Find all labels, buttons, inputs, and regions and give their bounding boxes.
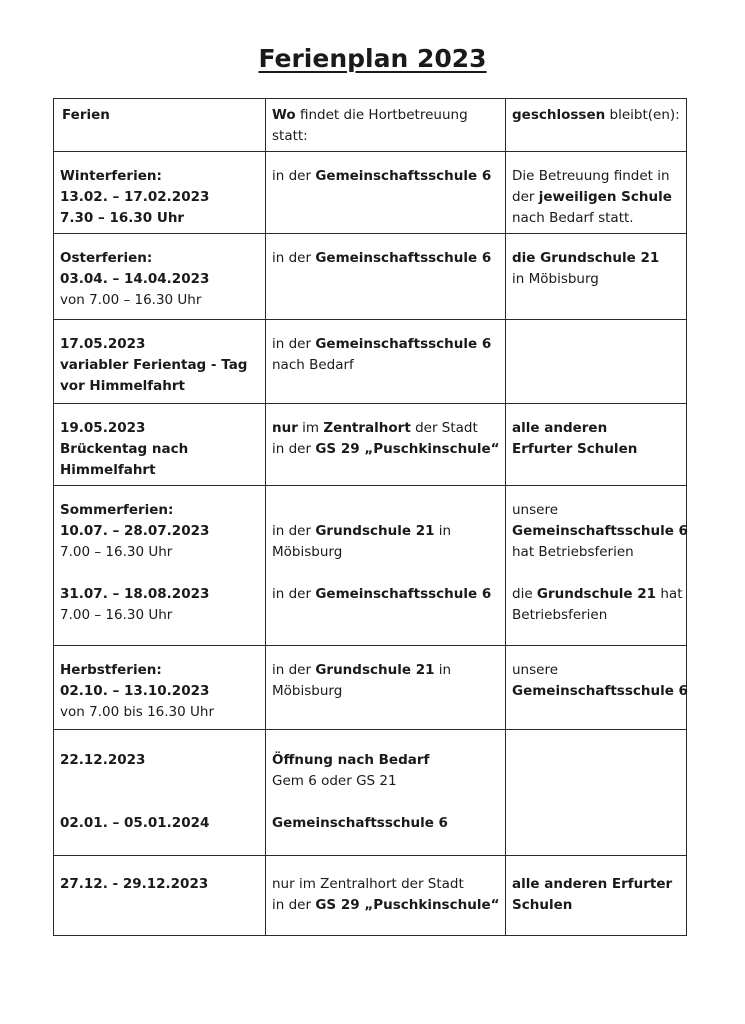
row5-c1-l5: 7.00 – 16.30 Uhr [60, 607, 173, 623]
row7-c2-l2: Gem 6 oder GS 21 [272, 773, 397, 789]
header-wo-line2: statt: [272, 128, 308, 144]
row3-c1-l3: vor Himmelfahrt [60, 378, 185, 394]
header-wo-bold: Wo [272, 107, 296, 123]
row6-c2-pre: in der [272, 662, 316, 678]
row2-ferien [54, 234, 266, 320]
row4-c1-l3: Himmelfahrt [60, 462, 156, 478]
row5-c1-l3: 7.00 – 16.30 Uhr [60, 544, 173, 560]
row5-c3a-l3: hat Betriebsferien [512, 544, 634, 560]
row3-c1-l2: variabler Ferientag - Tag [60, 357, 248, 373]
row2-c2-bold: Gemeinschaftsschule 6 [315, 250, 492, 266]
table-row [54, 856, 687, 936]
row6-ferien [54, 646, 266, 730]
row6-c1-l1: Herbstferien: [60, 662, 162, 678]
row8-c2-l2-pre: in der [272, 897, 316, 913]
row2-closed [506, 234, 687, 320]
row5-c2b-bold: Gemeinschaftsschule 6 [315, 586, 492, 602]
row4-c3-l2: Erfurter Schulen [512, 441, 638, 457]
row8-c3-l2: Schulen [512, 897, 573, 913]
row4-c2-l1-bold2: Zentralhort [323, 420, 411, 436]
row6-c2-bold: Grundschule 21 [315, 662, 435, 678]
row1-c2-bold: Gemeinschaftsschule 6 [315, 168, 492, 184]
header-wo [266, 99, 506, 152]
row4-c1-l2: Brückentag nach [60, 441, 189, 457]
row6-c3-l2: Gemeinschaftsschule 6 [512, 683, 688, 699]
row2-c1-l2: 03.04. – 14.04.2023 [60, 271, 210, 287]
row8-c1-l1: 27.12. - 29.12.2023 [60, 876, 209, 892]
row8-closed [506, 856, 687, 936]
row3-c2-bold: Gemeinschaftsschule 6 [315, 336, 492, 352]
row3-location [266, 320, 506, 404]
row2-c3-l1: die Grundschule 21 [512, 250, 660, 266]
row7-c2-l3: Gemeinschaftsschule 6 [272, 815, 448, 831]
row4-c2-l2-bold: GS 29 „Puschkinschule“ [315, 441, 500, 457]
row5-c2a-l2: Möbisburg [272, 544, 343, 560]
row3-c1-l1: 17.05.2023 [60, 336, 146, 352]
row5-ferien [54, 486, 266, 646]
row5-c2a-bold: Grundschule 21 [315, 523, 435, 539]
row1-ferien [54, 152, 266, 234]
row1-c3-l3: nach Bedarf statt. [512, 210, 634, 226]
row7-closed [506, 730, 687, 856]
row7-location [266, 730, 506, 856]
row1-c3-l1: Die Betreuung findet in [512, 168, 670, 184]
header-geschlossen-rest: bleibt(en): [605, 107, 680, 123]
row4-c2-l1-rest: der Stadt [410, 420, 478, 436]
row2-c2-pre: in der [272, 250, 316, 266]
row2-location [266, 234, 506, 320]
row5-c3a-l2: Gemeinschaftsschule 6 [512, 523, 688, 539]
row8-location [266, 856, 506, 936]
row5-c3b-rest: hat [656, 586, 683, 602]
row5-c1-l4: 31.07. – 18.08.2023 [60, 586, 210, 602]
header-wo-rest: findet die Hortbetreuung [295, 107, 468, 123]
header-ferien [54, 99, 266, 152]
row1-c3-l2-bold: jeweiligen Schule [538, 189, 672, 205]
table-header-row [54, 99, 687, 152]
row5-c1-l2: 10.07. – 28.07.2023 [60, 523, 210, 539]
row3-ferien [54, 320, 266, 404]
row5-c1-l1: Sommerferien: [60, 502, 174, 518]
row5-c2a-pre: in der [272, 523, 316, 539]
row5-c2a-rest: in [434, 523, 452, 539]
row1-c2-pre: in der [272, 168, 316, 184]
row2-c3-l2: in Möbisburg [512, 271, 599, 287]
row8-c2-l2-bold: GS 29 „Puschkinschule“ [315, 897, 500, 913]
header-geschlossen-bold: geschlossen [512, 107, 606, 123]
row5-c3b-l2: Betriebsferien [512, 607, 608, 623]
row6-c3-l1: unsere [512, 662, 559, 678]
table-row [54, 730, 687, 856]
table-row [54, 234, 687, 320]
table-row [54, 152, 687, 234]
row4-c2-l1-pre: im [297, 420, 324, 436]
row4-c1-l1: 19.05.2023 [60, 420, 146, 436]
row4-c2-l2-pre: in der [272, 441, 316, 457]
row8-c3-l1: alle anderen Erfurter [512, 876, 673, 892]
row1-closed [506, 152, 687, 234]
row3-c2-pre: in der [272, 336, 316, 352]
row1-c1-l2: 13.02. – 17.02.2023 [60, 189, 210, 205]
row2-c1-l3: von 7.00 – 16.30 Uhr [60, 292, 202, 308]
row7-c1-l1: 22.12.2023 [60, 752, 146, 768]
row1-c1-l1: Winterferien: [60, 168, 162, 184]
row4-c3-l1: alle anderen [512, 420, 608, 436]
header-ferien-label: Ferien [62, 107, 110, 123]
row4-c2-l1-bold: nur [272, 420, 298, 436]
row5-location [266, 486, 506, 646]
row5-c3b-bold: Grundschule 21 [536, 586, 657, 602]
row2-c1-l1: Osterferien: [60, 250, 153, 266]
table-row [54, 320, 687, 404]
row6-c1-l3: von 7.00 bis 16.30 Uhr [60, 704, 215, 720]
page-title [0, 44, 745, 73]
table-row [54, 486, 687, 646]
row5-c3a-l1: unsere [512, 502, 559, 518]
row6-c2-rest: in [434, 662, 452, 678]
row6-c1-l2: 02.10. – 13.10.2023 [60, 683, 210, 699]
row6-location [266, 646, 506, 730]
title-text: Ferienplan 2023 [258, 44, 487, 73]
row4-closed [506, 404, 687, 486]
row8-c2-l1: nur im Zentralhort der Stadt [272, 876, 464, 892]
row5-closed [506, 486, 687, 646]
row6-closed [506, 646, 687, 730]
row5-c3b-pre: die [512, 586, 537, 602]
header-geschlossen [506, 99, 687, 152]
table-row [54, 646, 687, 730]
row3-c2-l2: nach Bedarf [272, 357, 354, 373]
row1-location [266, 152, 506, 234]
row6-c2-l2: Möbisburg [272, 683, 343, 699]
row4-location [266, 404, 506, 486]
row5-c2b-pre: in der [272, 586, 316, 602]
row1-c3-l2-pre: der [512, 189, 539, 205]
row7-c1-l2: 02.01. – 05.01.2024 [60, 815, 210, 831]
row1-c1-l3: 7.30 – 16.30 Uhr [60, 210, 185, 226]
holiday-table [53, 98, 687, 936]
row8-ferien [54, 856, 266, 936]
row7-c2-l1: Öffnung nach Bedarf [272, 752, 430, 768]
row3-closed [506, 320, 687, 404]
table-row [54, 404, 687, 486]
row7-ferien [54, 730, 266, 856]
row4-ferien [54, 404, 266, 486]
